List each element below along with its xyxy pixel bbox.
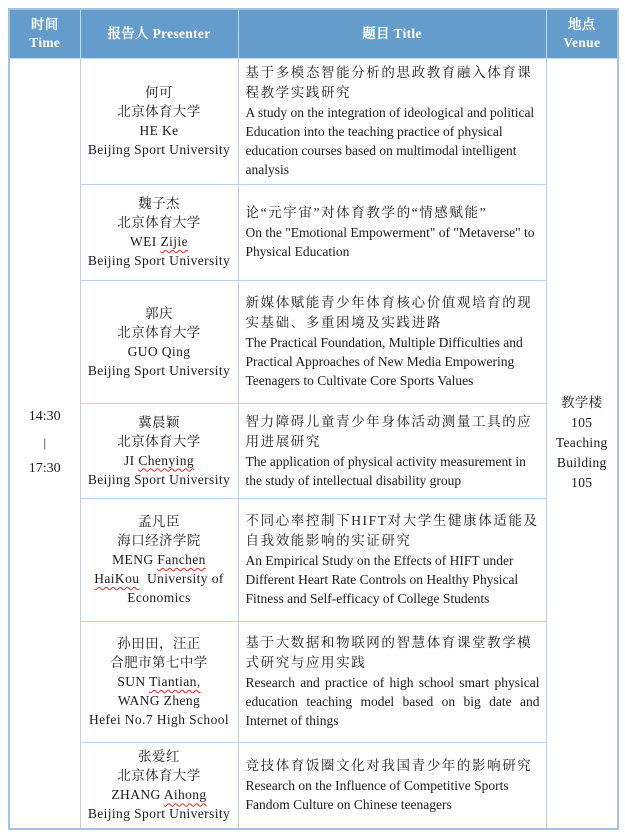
presenter-text: Economics <box>127 590 191 605</box>
presenter-cell <box>80 621 238 742</box>
presenter-line <box>85 323 234 342</box>
presenter-line <box>85 710 234 729</box>
presenter-text: University of <box>139 571 224 586</box>
spellcheck-underlined-text: Aihong <box>163 787 207 803</box>
title-zh: 不同心率控制下HIFT对大学生健康体适能及自我效能影响的实证研究 <box>245 513 539 548</box>
title-zh: 基于多模态智能分析的思政教育融入体育课程教学实践研究 <box>245 65 533 100</box>
presenter-text: ZHANG <box>111 787 164 803</box>
table-row <box>9 280 618 403</box>
presenter-text: 魏子杰 <box>138 196 180 211</box>
presenter-line <box>85 470 234 489</box>
table-header <box>9 9 618 58</box>
presenter-text: 孙田田，汪正 <box>117 636 201 651</box>
presenter-text: 何可 <box>145 85 173 100</box>
presenter-cell <box>80 498 238 621</box>
presenter-text: 北京体育大学 <box>117 215 201 230</box>
presenter-text: 合肥市第七中学 <box>110 655 208 670</box>
title-cell <box>238 621 546 742</box>
col-header-time-zh: 时间 <box>30 16 59 32</box>
col-header-time-en: Time <box>29 34 61 50</box>
presenter-text: Beijing Sport University <box>87 253 231 268</box>
col-header-time <box>9 9 80 58</box>
venue-line: Teaching <box>555 435 608 451</box>
presenter-cell <box>80 403 238 498</box>
title-cell <box>238 58 546 184</box>
presenter-text: JI <box>123 452 139 468</box>
presenter-text: 北京体育大学 <box>117 104 201 119</box>
time-cell <box>9 58 80 829</box>
spellcheck-underlined-text: Chenying <box>138 452 195 468</box>
table-row <box>9 621 618 742</box>
title-en: On the "Emotional Empowerment" of "Metaverse" to Physical Education <box>245 225 535 259</box>
title-cell <box>238 184 546 280</box>
venue-line: Building <box>556 455 607 471</box>
presenter-line <box>85 653 234 672</box>
table-row <box>9 498 618 621</box>
presenter-text: 孟凡臣 <box>138 514 180 529</box>
presenter-line <box>85 804 234 823</box>
venue-line: 105 <box>571 475 593 491</box>
presenter-line <box>85 691 234 710</box>
schedule-body <box>9 58 618 829</box>
title-cell <box>238 280 546 403</box>
title-en: The application of physical activity measurement in the study of intellectual disability group <box>245 453 526 488</box>
presenter-line <box>85 451 234 470</box>
title-cell <box>238 403 546 498</box>
title-en: The Practical Foundation, Multiple Difficulties and Practical Approaches of New Media Empowering Teenagers to Cultivate Core Sports Values <box>245 335 523 388</box>
presenter-text: WEI <box>130 234 161 249</box>
presenter-line <box>85 634 234 653</box>
presenter-cell <box>80 184 238 280</box>
presenter-line <box>85 531 234 550</box>
spellcheck-underlined-text: Tiantian, <box>149 674 201 689</box>
col-header-venue-en: Venue <box>563 34 601 50</box>
col-header-venue-zh: 地点 <box>567 16 596 32</box>
presenter-line <box>85 83 234 102</box>
presenter-line <box>85 432 234 451</box>
table-row <box>9 742 618 829</box>
spellcheck-underlined-text: Fanchen <box>157 552 206 567</box>
presenter-line <box>85 550 234 569</box>
presenter-text: MENG <box>112 552 158 567</box>
presenter-line <box>85 747 234 766</box>
spellcheck-underlined-text: Zijie <box>160 234 188 249</box>
col-header-presenter: 报告人 Presenter <box>80 9 238 58</box>
presenter-text: Beijing Sport University <box>87 806 231 822</box>
presenter-text: SUN <box>117 674 150 689</box>
title-cell <box>238 498 546 621</box>
title-zh: 论“元宇宙”对体育教学的“情感赋能” <box>245 205 488 220</box>
col-header-venue <box>546 9 618 58</box>
presenter-line <box>85 672 234 691</box>
presenter-cell <box>80 280 238 403</box>
presenter-text: 北京体育大学 <box>117 433 201 449</box>
title-en: Research and practice of high school smart physical education teaching model based on big date and Internet of things <box>245 675 540 728</box>
header-row <box>9 9 618 58</box>
presenter-line <box>85 121 234 140</box>
presenter-text: Beijing Sport University <box>87 362 231 378</box>
venue-line: 教学楼105 <box>561 395 603 431</box>
presenter-text: 北京体育大学 <box>117 324 201 340</box>
presenter-line <box>85 251 234 270</box>
presenter-line <box>85 140 234 159</box>
presenter-line <box>85 413 234 432</box>
title-zh: 智力障碍儿童青少年身体活动测量工具的应用进展研究 <box>245 413 533 449</box>
presenter-line <box>85 342 234 361</box>
presenter-text: 海口经济学院 <box>117 533 201 548</box>
presenter-text: WANG Zheng <box>117 693 201 708</box>
title-en: An Empirical Study on the Effects of HIFT under Different Heart Rate Controls on Healthy Physical Fitness and Self-efficacy of College Students <box>245 553 519 606</box>
presenter-line <box>85 102 234 121</box>
presenter-text: Beijing Sport University <box>87 142 231 157</box>
presenter-line <box>85 232 234 251</box>
presenter-line <box>85 785 234 804</box>
presenter-line <box>85 213 234 232</box>
time-separator: | <box>43 435 47 451</box>
title-en: A study on the integration of ideological and political Education into the teaching practice of physical education courses based on multimodal intelligent analysis <box>245 105 535 177</box>
table-row <box>9 58 618 184</box>
presenter-line <box>85 569 234 588</box>
table-row <box>9 403 618 498</box>
presenter-line <box>85 588 234 607</box>
presenter-text: 北京体育大学 <box>117 768 201 784</box>
spellcheck-underlined-text: HaiKou <box>94 571 140 586</box>
presenter-text: Beijing Sport University <box>87 471 231 487</box>
col-header-title: 题目 Title <box>238 9 546 58</box>
title-zh: 基于大数据和物联网的智慧体育课堂教学模式研究与应用实践 <box>245 635 533 670</box>
presenter-line <box>85 512 234 531</box>
venue-cell <box>546 58 618 829</box>
title-cell <box>238 742 546 829</box>
title-zh: 竞技体育饭圈文化对我国青少年的影响研究 <box>245 758 533 774</box>
schedule-table <box>8 8 619 830</box>
presenter-cell <box>80 742 238 829</box>
presenter-text: 张爱红 <box>138 749 180 765</box>
presenter-line <box>85 304 234 323</box>
presenter-line <box>85 194 234 213</box>
time-end: 17:30 <box>28 461 61 477</box>
presenter-line <box>85 766 234 785</box>
presenter-line <box>85 361 234 380</box>
time-start: 14:30 <box>28 409 61 425</box>
presenter-cell <box>80 58 238 184</box>
presenter-text: HE Ke <box>139 123 179 138</box>
title-zh: 新媒体赋能青少年体育核心价值观培育的现实基础、多重困境及实践进路 <box>245 295 533 330</box>
presenter-text: 郭庆 <box>145 305 173 321</box>
presenter-text: 冀晨颖 <box>138 414 180 430</box>
presenter-text: Hefei No.7 High School <box>88 712 230 727</box>
title-en: Research on the Influence of Competitive Sports Fandom Culture on Chinese teenagers <box>245 778 509 813</box>
table-row <box>9 184 618 280</box>
presenter-text: GUO Qing <box>127 343 191 359</box>
